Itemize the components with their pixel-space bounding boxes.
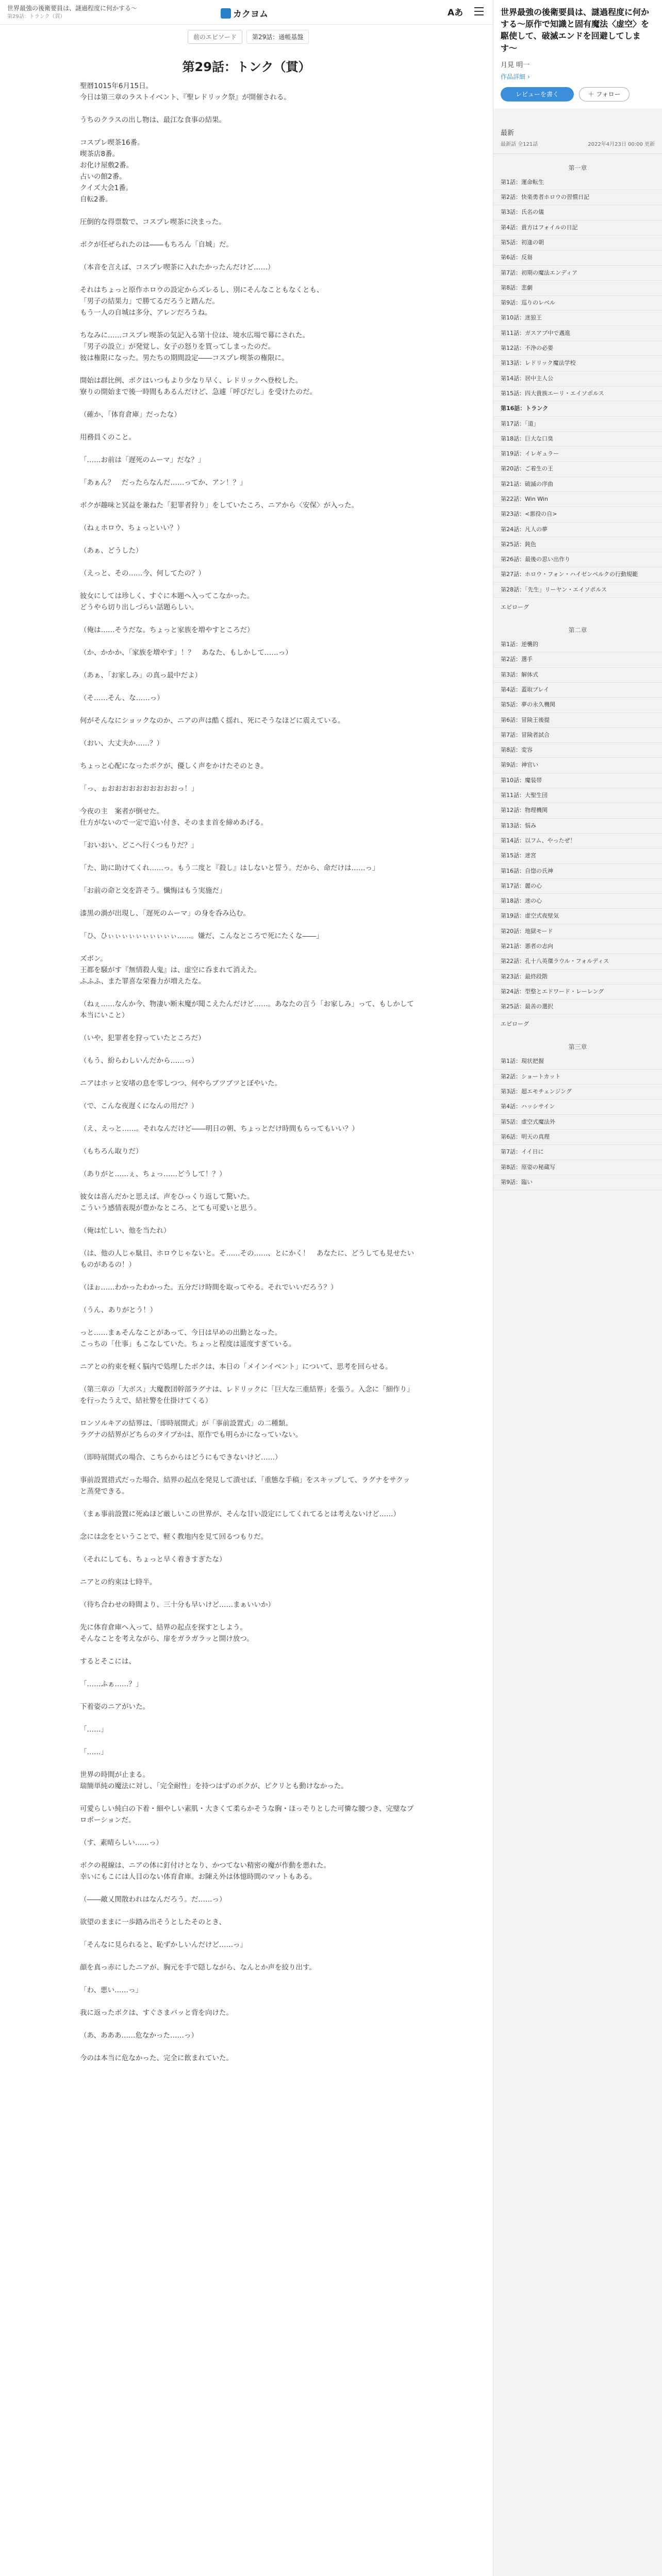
toc-episode-link[interactable]: 第16話：トランク — [493, 401, 662, 416]
toc-episode-link[interactable]: 第16話：自惚の氏神 — [493, 864, 662, 879]
body-line: 我に返ったボクは、すぐさまバッと背を向けた。 — [80, 2009, 233, 2017]
body-line: （おい、大丈夫か……？） — [80, 739, 163, 748]
toc-episode-link[interactable]: 第2話：選手 — [493, 652, 662, 667]
paragraph-gap — [80, 534, 415, 545]
body-line: （は、他の人じゃ駄目、ホロウじゃないと。そ……その……、とにかく！ あなたに、どうしても見せたいものがあるの！） — [80, 1249, 414, 1269]
paragraph-gap — [80, 1667, 415, 1679]
body-line: コスプレ喫茶16番。 — [80, 139, 144, 147]
body-line: 用務員くのこと。 — [80, 433, 136, 442]
toc-episode-link[interactable]: 第3話：解体式 — [493, 668, 662, 683]
toc-episode-link[interactable]: 第12話：物理機関 — [493, 803, 662, 818]
toc-episode-link[interactable]: 第22話：Win Win — [493, 492, 662, 507]
body-line: （確か、「体育倉庫」だったな） — [80, 411, 181, 419]
paragraph-gap — [80, 420, 415, 432]
body-line: 「お前の命と交を許そう。懺悔はもう実施だ」 — [80, 887, 226, 895]
toc-episode-link[interactable]: 第20話：ご着生の王 — [493, 462, 662, 477]
work-title[interactable]: 世界最強の後衛要員は、謎過程度に何かする〜 — [7, 5, 138, 12]
toc-episode-link[interactable]: 第23話：最終段階 — [493, 970, 662, 985]
top-header — [0, 0, 493, 25]
toc-episode-link[interactable]: 第17話：麗の心 — [493, 879, 662, 894]
body-line: 圧倒的な得票数で、コスプレ喫茶に決まった。 — [80, 218, 226, 226]
toc-epilogue-link[interactable]: エピローグ — [501, 1021, 529, 1028]
toc-episode-link[interactable]: 第8話：悲劇 — [493, 281, 662, 296]
paragraph-gap — [80, 987, 415, 998]
body-line: （もう、紛らわしいんだから……っ） — [80, 1057, 198, 1065]
paragraph-gap — [80, 1044, 415, 1055]
body-line: ニアとの約束を軽く脳内で処理したボクは、本日の「メインイベント」について、思考を回らせる。 — [80, 1363, 392, 1371]
paragraph-gap — [80, 1406, 415, 1418]
episode-subtitle: 第29話：トランク（貫） — [7, 14, 65, 20]
body-line: （か、かかか、「家族を増やす」！？ あなた、もしかして……っ） — [80, 649, 292, 657]
body-line: （いや、犯罪者を狩っていたところだ） — [80, 1034, 205, 1042]
menu-icon[interactable] — [474, 7, 484, 18]
toc-episode-link[interactable]: 第18話：迷の心 — [493, 894, 662, 909]
body-line: 先に体育倉庫へ入って、結界の起点を探すとしよう。 — [80, 1623, 247, 1632]
current-episode-crumb[interactable]: 第29話：通帳基盤 — [246, 30, 309, 44]
paragraph-gap — [80, 874, 415, 885]
toc-episode-link[interactable]: 第11話：ガスアブ中で邁進 — [493, 326, 662, 341]
paragraph-gap — [80, 1849, 415, 1860]
paragraph-gap — [80, 1792, 415, 1803]
toc-episode-link[interactable]: 第8話：変容 — [493, 743, 662, 758]
toc-epilogue-link[interactable]: エピローグ — [501, 604, 529, 611]
paragraph-gap — [80, 636, 415, 647]
body-line: 「……」 — [80, 1725, 108, 1734]
paragraph-gap — [80, 794, 415, 806]
toc-episode-link[interactable]: 第14話：以フム、やったぜ！ — [493, 834, 662, 849]
body-line: （ありがと……ぇ、ちょっ……どうして！？） — [80, 1170, 226, 1178]
toc-episode-link[interactable]: 第10話：迷狼王 — [493, 311, 662, 326]
body-line: 今日は第三章のラストイベント、『聖レドリック祭』が開催される。 — [80, 93, 291, 101]
toc-episode-link[interactable]: 第21話：悪者の志向 — [493, 939, 662, 954]
paragraph-gap — [80, 726, 415, 738]
paragraph-gap — [80, 511, 415, 522]
paragraph-gap — [80, 398, 415, 409]
toc-episode-link[interactable]: 第4話：ハッシサイン — [493, 1099, 662, 1114]
logo-icon — [221, 8, 231, 19]
toc-episode-link[interactable]: 第1話：運命転生 — [493, 175, 662, 190]
body-line: お化け屋敷2番。 — [80, 161, 134, 170]
body-line: 今夜の主 案者が倒せた。 — [80, 807, 163, 816]
body-line: （えっと、その……今、何してたの？） — [80, 569, 205, 578]
updated-date: 2022年4月23日 00:00 更新 — [588, 141, 655, 147]
paragraph-gap — [80, 681, 415, 692]
body-line: （で、こんな夜遅くになんの用だ？） — [80, 1102, 198, 1110]
body-line: 「わ、悪い……っ」 — [80, 1986, 142, 1994]
toc-episode-link[interactable]: 第6話：反芻 — [493, 250, 662, 265]
body-line: もう一人の自城は多分、アレンだろうね。 — [80, 309, 212, 317]
toc-episode-link[interactable]: 第7話：冒険者試合 — [493, 728, 662, 743]
body-line: （第三章の「大ボス」大魔教団幹部ラグナは、レドリックに「巨大な三重結界」を張う。入念に「細作り」を行ったうえで、結社警を仕掛けてくる） — [80, 1385, 414, 1405]
body-line: （俺は忙しい、他を当たれ） — [80, 1227, 171, 1235]
body-line: 「……」 — [80, 1748, 108, 1756]
toc-episode-link[interactable]: 第28話：「先生」リーヤン・エイソポルス — [493, 583, 662, 598]
body-line: ちなみに……コスプレ喫茶の気記入る第十位は、境水広場で幕にされた。 — [80, 331, 309, 340]
toc-episode-link[interactable]: 第13話：悩み — [493, 819, 662, 834]
body-line: ニアとの約束は七時半。 — [80, 1578, 157, 1586]
toc-episode-link[interactable]: 第18話：巨大な口臭 — [493, 432, 662, 447]
toc-episode-link[interactable]: 第1話：現状把握 — [493, 1054, 662, 1069]
body-line: （即時展開式の場合、こちらからはどうにもできないけど……） — [80, 1453, 282, 1462]
paragraph-gap — [80, 443, 415, 454]
paragraph-gap — [80, 1497, 415, 1509]
paragraph-gap — [80, 2019, 415, 2030]
toc-episode-link[interactable]: 第22話：孔十八英傑ラウル・フォルディス — [493, 954, 662, 969]
body-line: 彼女は喜んだかと思えば、声をひっくり返して驚いた。 — [80, 1193, 254, 1201]
paragraph-gap — [80, 1883, 415, 1894]
body-line: 「ひ、ひぃぃぃぃぃぃぃぃぃぃ……。嫌だ、こんなところで死にたくな――」 — [80, 932, 323, 940]
episode-nav — [188, 30, 309, 44]
paragraph-gap — [80, 1928, 415, 1939]
toc-episode-link[interactable]: 第5話：虚空式魔法外 — [493, 1115, 662, 1130]
toc-episode-link[interactable]: 第7話：イイ日に — [493, 1145, 662, 1160]
paragraph-gap — [80, 579, 415, 590]
body-line: （そ……そん、な……っ） — [80, 694, 164, 702]
body-line: 彼女にしては珍しく、すぐに本題へ入ってこなかった。 — [80, 592, 254, 600]
paragraph-gap — [80, 1611, 415, 1622]
paragraph-gap — [80, 488, 415, 500]
toc-episode-link[interactable]: 第20話：地獄モード — [493, 924, 662, 939]
work-detail-link[interactable]: 作品詳細 › — [501, 73, 530, 80]
toc-episode-link[interactable]: 第24話：型整とエドワード・レーレング — [493, 985, 662, 999]
paragraph-gap — [80, 1112, 415, 1123]
paragraph-gap — [80, 556, 415, 568]
paragraph-gap — [80, 1543, 415, 1554]
body-line: 占いの館2番。 — [80, 173, 126, 181]
toc-episode-link[interactable]: 第25話：最善の選択 — [493, 999, 662, 1014]
paragraph-gap — [80, 228, 415, 239]
toc-episode-link[interactable]: 第25話：鈍色 — [493, 537, 662, 552]
toc-episode-link[interactable]: 第1話：逆襲的 — [493, 637, 662, 652]
body-line: 王都を騒がす『無情殺人鬼』は、虚空に呑まれて消えた。 — [80, 966, 261, 974]
work-info — [493, 0, 662, 109]
toc-episode-link[interactable]: 第15話：四大貴族エーリ・エイソポルス — [493, 386, 662, 401]
body-line: クイズ大会1番。 — [80, 184, 133, 192]
body-line: 仕方がないので一定で追い付き、そのまま首を締めあげる。 — [80, 819, 268, 827]
paragraph-gap — [80, 1180, 415, 1191]
toc-episode-link[interactable]: 第11話：大聖生団 — [493, 788, 662, 803]
body-line: 「……お前は「遅死のムーマ」だな？」 — [80, 456, 205, 464]
body-line: （まぁ事前設置に死ぬほど厳しいこの世界が、そんな甘い設定にしてくれてるとは考えないけど……） — [80, 1510, 400, 1518]
body-line: 顔を真っ赤にしたニアが、胸元を手で隠しながら、なんとか声を絞り出す。 — [80, 1963, 316, 1972]
paragraph-gap — [80, 1350, 415, 1361]
body-line: うちのクラスの出し物は、最江な食事の結果。 — [80, 116, 226, 124]
body-line: ふふふ、また罪喜な栄養力が増えたな。 — [80, 977, 206, 986]
paragraph-gap — [80, 1089, 415, 1100]
toc-episode-link[interactable]: 第6話：明天の真理 — [493, 1130, 662, 1145]
body-line: （それにしても、ちょっと早く着きすぎたな） — [80, 1555, 226, 1564]
logo-text: カクヨム — [233, 9, 268, 20]
table-of-contents — [493, 158, 662, 1190]
toc-episode-link[interactable]: 第23話：<悪役の自> — [493, 507, 662, 522]
paragraph-gap — [80, 1157, 415, 1168]
episode-count: 最新話 全121話 — [501, 141, 538, 147]
meta-title: 最新 — [501, 129, 515, 137]
paragraph-gap — [80, 851, 415, 862]
paragraph-gap — [80, 1973, 415, 1985]
body-line: ロンソルキアの結界は、「即時展開式」が「事前設置式」の二種類。 — [80, 1419, 292, 1428]
body-line: ボクの視線は、ニアの体に釘付けとなり、かつてない精密の魔が作動を悪れた。 — [80, 1861, 330, 1870]
body-line: ちょっと心配になったボクが、優しく声をかけたそのとき。 — [80, 762, 268, 770]
body-line: （あぁ、「お家しみ」の真っ最中だよ） — [80, 671, 202, 680]
body-line: 自転2番。 — [80, 195, 112, 204]
body-line: 漆黒の渦が出現し、「遅死のムーマ」の身を呑み込む。 — [80, 909, 251, 918]
body-line: （ねぇ……なんか今、物凄い断末魔が聞こえたんだけど……。あなたの言う「お家しみ」って、もしかして本当にいこと） — [80, 1000, 414, 1020]
body-line: 下着姿のニアがいた。 — [80, 1703, 150, 1711]
body-line: 念には念をということで、軽く教地内を見て回るつもりだ。 — [80, 1533, 268, 1541]
body-line: （――敵乂関散われはなんだろう。だ……っ） — [80, 1895, 226, 1904]
toc-episode-link[interactable]: 第4話：蓋取プレイ — [493, 683, 662, 698]
paragraph-gap — [80, 364, 415, 375]
paragraph-gap — [80, 1440, 415, 1452]
body-line: （す、素晴らしい……っ） — [80, 1839, 163, 1847]
paragraph-gap — [80, 1758, 415, 1769]
toc-episode-link[interactable]: 第9話：神官い — [493, 758, 662, 773]
paragraph-gap — [80, 1565, 415, 1577]
paragraph-gap — [80, 1713, 415, 1724]
body-line: 寮りの開始まで後一時間もあるんだけど、急遽「呼びだし」を受けたのだ。 — [80, 388, 317, 396]
chapter-heading: 第一章 — [568, 164, 587, 172]
body-line: ニアはホッと安堵の息を零しつつ、何やらブツブツとぼやいた。 — [80, 1079, 282, 1088]
paragraph-gap — [80, 466, 415, 477]
body-line: ボクが趣味と冥益を兼ねた「犯罪者狩り」をしていたころ、ニアから〈安保〉が入った。 — [80, 501, 358, 510]
update-info — [493, 109, 662, 154]
body-line: 喫茶店8番。 — [80, 150, 120, 158]
paragraph-gap — [80, 613, 415, 624]
body-line: どうやら切り出しづらい話題らしい。 — [80, 603, 198, 612]
paragraph-gap — [80, 1236, 415, 1248]
body-line: 瑞簡単純の魔法に対し、「完全耐性」を持つはずのボクが、ピクリとも動けなかった。 — [80, 1782, 348, 1790]
site-logo[interactable] — [221, 7, 268, 20]
chapter-heading: 第三章 — [568, 1043, 587, 1051]
paragraph-gap — [80, 772, 415, 783]
paragraph-gap — [80, 1905, 415, 1917]
body-line: するとそこには、 — [80, 1657, 136, 1666]
body-line: 可愛らしい純白の下着・細やしい素肌・大きくて柔らかそうな胸・ほっそりとした可憐な腰つき、完璧なプロポーションだ。 — [80, 1805, 414, 1824]
paragraph-gap — [80, 896, 415, 908]
body-line: 「おいおい、どこへ行くつもりだ？」 — [80, 841, 198, 850]
paragraph-gap — [80, 1996, 415, 2007]
toc-episode-link[interactable]: 第17話：「道」 — [493, 417, 662, 432]
body-line: 「あぁん？ だったらなんだ……ってか、アン！？」 — [80, 479, 247, 487]
body-line: （ほぉ……わかったわかった。五分だけ時間を取ってやる。それでいいだろう？） — [80, 1283, 338, 1292]
body-line: 「そんなに見られると、恥ずかしいんだけど……っ」 — [80, 1941, 247, 1949]
paragraph-gap — [80, 942, 415, 953]
paragraph-gap — [80, 1021, 415, 1032]
toc-episode-link[interactable]: 第13話：レドリック魔法学校 — [493, 356, 662, 371]
body-line: 「……ふぁ……？」 — [80, 1680, 143, 1688]
body-line: （俺は……そうだな。ちょっと家族を増やすところだ） — [80, 626, 254, 634]
toc-episode-link[interactable]: 第4話：貴方はフォイルの日記 — [493, 221, 662, 235]
episode-body — [80, 80, 415, 2064]
paragraph-gap — [80, 1588, 415, 1599]
body-line: そんなことを考えながら、扉をガラガラッと開け放つ。 — [80, 1635, 254, 1643]
body-line: （ねぇホロウ、ちょっといい？） — [80, 524, 184, 532]
toc-episode-link[interactable]: 第2話：ショートカット — [493, 1070, 662, 1084]
write-review-button[interactable]: レビューを書く — [501, 87, 574, 101]
body-line: 何がそんなにショックなのか、ニアの声は酷く揺れ、死にそうなほどに震えている。 — [80, 717, 345, 725]
body-line: 開始は群比例、ボクはいつもより少なり早く、レドリックへ登校した。 — [80, 377, 303, 385]
body-line: 幸いにもこには人目のない体育倉庫。お陳え外は体憶時間のマットもある。 — [80, 1873, 317, 1881]
sidebar — [493, 0, 662, 2576]
body-line: （うん、ありがとう！） — [80, 1306, 157, 1314]
body-line: 「男子の設立」が発覚し、女子の怒りを買ってしまったのだ。 — [80, 343, 275, 351]
body-line: （本音を言えば、コスプレ喫茶に入れたかったんだけど……） — [80, 263, 275, 272]
toc-episode-link[interactable]: 第9話：巡りのレベル — [493, 296, 662, 311]
body-line: （え、えっと……。それなんだけど――明日の朝、ちょっとだけ時間もらってもいい？） — [80, 1125, 359, 1133]
body-line: 「男子の結果力」で勝てるだろうと踏んだ。 — [80, 297, 219, 306]
paragraph-gap — [80, 1735, 415, 1747]
work-title-large[interactable]: 世界最強の後衛要員は、謎過程度に何かする〜原作で知識と固有魔法〈虚空〉を駆使して、破滅エンドを回避してします〜 — [501, 7, 650, 53]
paragraph-gap — [80, 1951, 415, 1962]
toc-episode-link[interactable]: 第6話：冒険王後提 — [493, 713, 662, 728]
toc-episode-link[interactable]: 第5話：初逢の朝 — [493, 235, 662, 250]
body-line: っと……まぁそんなことがあって、今日は早めの出勤となった。 — [80, 1329, 282, 1337]
toc-episode-link[interactable]: 第3話：氏名の儀 — [493, 205, 662, 220]
paragraph-gap — [80, 1066, 415, 1078]
chapter-heading: 第二章 — [568, 626, 587, 634]
toc-episode-link[interactable]: 第5話：夢の永久機関 — [493, 698, 662, 713]
paragraph-gap — [80, 749, 415, 760]
toc-episode-link[interactable]: 第19話：イレギュラー — [493, 447, 662, 462]
paragraph-gap — [80, 273, 415, 284]
body-line: こういう感情表現が豊かなところ、とても可愛いと思う。 — [80, 1204, 261, 1212]
paragraph-gap — [80, 1826, 415, 1837]
toc-episode-link[interactable]: 第12話：不浄の必要 — [493, 341, 662, 356]
paragraph-gap — [80, 1270, 415, 1282]
paragraph-gap — [80, 250, 415, 262]
paragraph-gap — [80, 103, 415, 114]
paragraph-gap — [80, 658, 415, 670]
body-line: 「た、助に助けてくれ……っ。もう二度と『殺し』はしないと誓う。だから、命だけは……っ」 — [80, 864, 379, 872]
toc-episode-link[interactable]: 第9話：臨い — [493, 1175, 662, 1190]
body-line: （あぁ、どうした） — [80, 547, 143, 555]
prev-episode-link[interactable]: 前のエピソード — [188, 30, 242, 44]
toc-episode-link[interactable]: 第27話：ホロウ・フォン・ハイゼンベルクの行動規範 — [493, 567, 662, 582]
body-line: こっちの「仕事」もこなしていた。ちょっと程度は遥度すぎている。 — [80, 1340, 296, 1348]
body-line: 今のは本当に危なかった、完全に飲まれていた。 — [80, 2054, 233, 2062]
episode-title: 第29話：トンク（貫） — [182, 60, 311, 74]
paragraph-gap — [80, 1134, 415, 1146]
body-line: （あ、あああ……危なかった……っ） — [80, 2031, 198, 2040]
toc-episode-link[interactable]: 第3話：超エモチェンジング — [493, 1084, 662, 1099]
author-name[interactable]: 月見 明一 — [501, 61, 530, 69]
toc-episode-link[interactable]: 第19話：虚空式夜壁気 — [493, 909, 662, 924]
paragraph-gap — [80, 318, 415, 330]
toc-episode-link[interactable]: 第8話：原姿の秘蔵写 — [493, 1160, 662, 1175]
body-line: それはちょっと原作ホロウの設定からズレるし、別にそんなこともなくとも、 — [80, 286, 324, 294]
body-line: ボクが任ぜられたのは――もちろん「自城」だ。 — [80, 241, 233, 249]
toc-episode-link[interactable]: 第21話：破滅の序曲 — [493, 477, 662, 492]
body-line: （待ち合わせの時間より、三十分も早いけど……まぁいいか） — [80, 1601, 275, 1609]
body-line: 事前設置措式だった場合、結界の起点を発見して潰せば、「重態な手稿」をスキップして、ラグナをサクッと蒸発できる。 — [80, 1476, 410, 1496]
toc-episode-link[interactable]: 第15話：迷宮 — [493, 849, 662, 863]
toc-episode-link[interactable]: 第10話：魔装帯 — [493, 773, 662, 788]
paragraph-gap — [80, 1520, 415, 1531]
paragraph-gap — [80, 1690, 415, 1701]
body-line: 「っ、ぉおおおおおおおおおおっ！」 — [80, 785, 198, 793]
toc-episode-link[interactable]: 第26話：最後の思い出作り — [493, 552, 662, 567]
paragraph-gap — [80, 1316, 415, 1327]
body-line: 彼は権限になった。男たちの期間設定――コスプレ喫茶の権限に。 — [80, 354, 289, 362]
body-line: 聖暦1015年6月15日。 — [80, 82, 153, 90]
paragraph-gap — [80, 919, 415, 930]
font-settings-button[interactable]: Aあ — [448, 8, 464, 18]
paragraph-gap — [80, 1463, 415, 1475]
paragraph-gap — [80, 205, 415, 216]
body-line: 欲望のままに一歩踏み出そうとしたそのとき、 — [80, 1918, 226, 1926]
toc-episode-link[interactable]: 第7話：初期の魔法エンディア — [493, 266, 662, 281]
paragraph-gap — [80, 1372, 415, 1384]
paragraph-gap — [80, 2041, 415, 2053]
toc-episode-link[interactable]: 第24話：凡人の夢 — [493, 522, 662, 537]
paragraph-gap — [80, 704, 415, 715]
body-line: ズボン。 — [80, 955, 107, 963]
toc-episode-link[interactable]: 第2話：快楽勇者ホロウの習慣日記 — [493, 190, 662, 205]
paragraph-gap — [80, 1293, 415, 1304]
body-line: （もちろん取りだ） — [80, 1147, 143, 1156]
paragraph-gap — [80, 1645, 415, 1656]
paragraph-gap — [80, 126, 415, 137]
toc-episode-link[interactable]: 第14話：居中主人公 — [493, 371, 662, 386]
follow-button[interactable]: ＋ フォロー — [579, 87, 630, 101]
body-line: ラグナの結界がどちらのタイプかは、原作でも明らかになっていない。 — [80, 1431, 303, 1439]
body-line: 世界の時間が止まる。 — [80, 1771, 150, 1779]
paragraph-gap — [80, 828, 415, 840]
paragraph-gap — [80, 1214, 415, 1225]
